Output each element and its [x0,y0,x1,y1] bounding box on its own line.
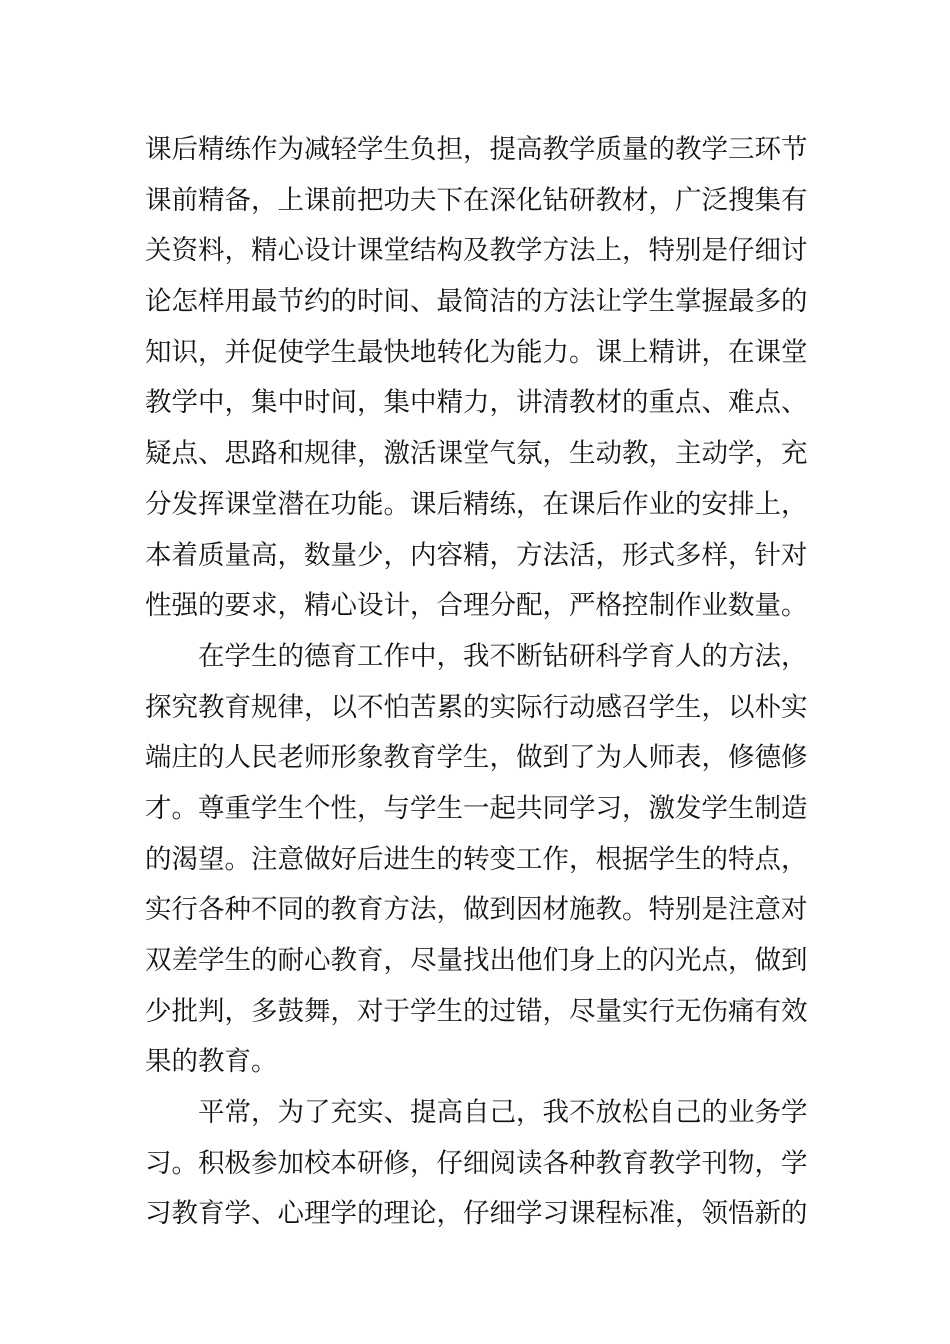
text-line: 少批判，多鼓舞，对于学生的过错，尽量实行无伤痛有效 [145,995,808,1027]
text-line: 探究教育规律，以不怕苦累的实际行动感召学生，以朴实 [145,691,808,723]
text-line: 课后精练作为减轻学生负担，提高教学质量的教学三环节 [145,134,808,165]
text-line: 才。尊重学生个性，与学生一起共同学习，激发学生制造 [145,792,808,824]
text-line: 知识，并促使学生最快地转化为能力。课上精讲，在课堂 [145,336,808,368]
text-line: 教学中，集中时间，集中精力，讲清教材的重点、难点、 [145,387,808,419]
text-line: 本着质量高，数量少，内容精，方法活，形式多样，针对 [145,539,808,571]
text-line: 实行各种不同的教育方法，做到因材施教。特别是注意对 [145,894,808,926]
body-text [145,125,808,1240]
text-line: 在学生的德育工作中，我不断钻研科学育人的方法， [198,640,808,672]
text-line: 论怎样用最节约的时间、最简洁的方法让学生掌握最多的 [145,286,808,318]
text-line: 端庄的人民老师形象教育学生，做到了为人师表，修德修 [145,742,808,774]
text-line: 果的教育。 [145,1046,278,1078]
text-line: 关资料，精心设计课堂结构及教学方法上，特别是仔细讨 [145,235,808,267]
text-line: 课前精备，上课前把功夫下在深化钻研教材，广泛搜集有 [145,184,808,216]
text-line: 疑点、思路和规律，激活课堂气氛，生动教，主动学，充 [145,438,808,470]
text-line: 平常，为了充实、提高自己，我不放松自己的业务学 [198,1097,808,1129]
text-line: 习。积极参加校本研修，仔细阅读各种教育教学刊物，学 [145,1147,808,1179]
text-line: 的渴望。注意做好后进生的转变工作，根据学生的特点， [145,843,808,875]
text-line: 习教育学、心理学的理论，仔细学习课程标准，领悟新的 [145,1198,808,1230]
text-line: 性强的要求，精心设计，合理分配，严格控制作业数量。 [145,590,808,622]
text-line: 双差学生的耐心教育，尽量找出他们身上的闪光点，做到 [145,945,808,976]
text-line: 分发挥课堂潜在功能。课后精练，在课后作业的安排上， [145,488,808,520]
